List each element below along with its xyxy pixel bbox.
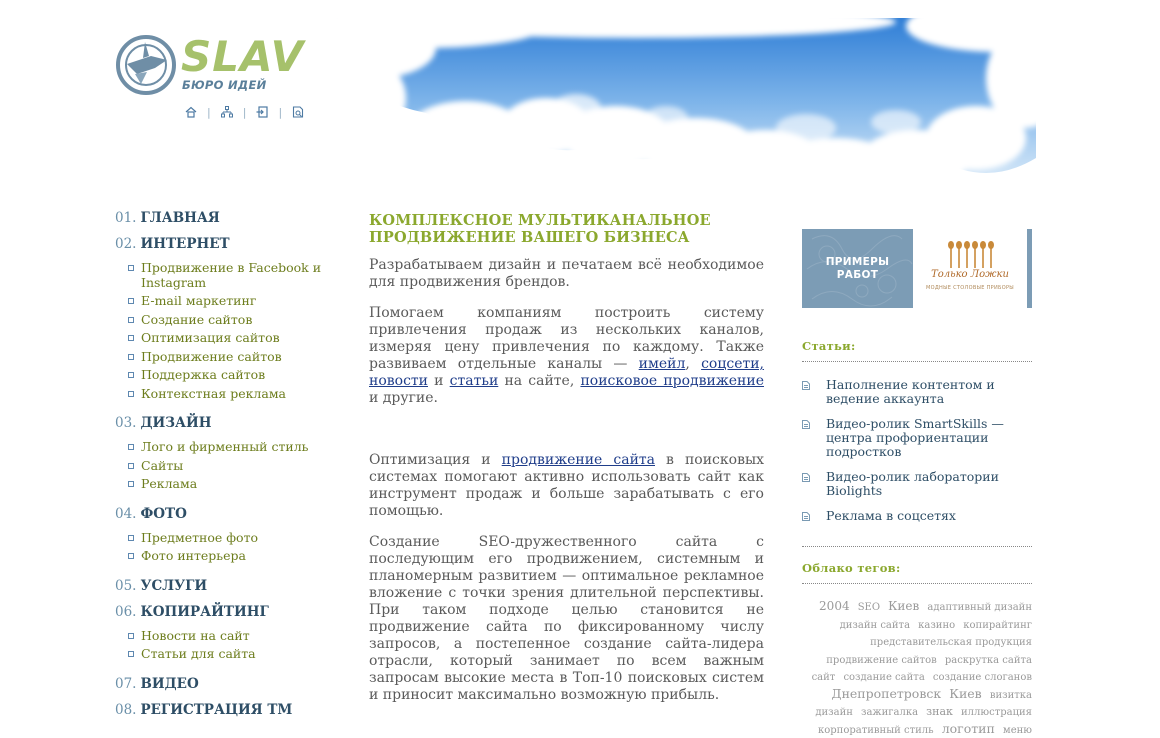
article-item[interactable] [802,417,1032,459]
nav-item-label: Фото интерьера [141,548,246,563]
nav-section [115,676,330,693]
tag-link[interactable]: SEO [857,602,881,613]
nav-section-title: ВИДЕО [140,675,199,692]
square-bullet-icon [128,481,134,487]
nav-section-title: КОПИРАЙТИНГ [140,603,269,620]
nav-section [115,210,330,227]
square-bullet-icon [128,372,134,378]
nav-item-label: Новости на сайт [141,627,250,643]
article-title: Наполнение контентом и ведение аккаунта [826,377,995,406]
seo-link[interactable]: поисковое продвижение [580,373,764,389]
square-bullet-icon [128,298,134,304]
tag-link[interactable]: зажигалка [861,707,919,718]
main-content [369,212,764,718]
square-bullet-icon [128,463,134,469]
tags-heading: Облако тегов: [802,561,1032,584]
brand-name: Только Ложки [931,269,1009,280]
nav-item-label: Статьи для сайта [141,646,256,661]
tag-link[interactable]: иллюстрация [961,707,1032,718]
home-icon[interactable] [184,105,198,119]
article-title: Видео-ролик лаборатории Biolights [826,469,999,498]
portfolio-banner[interactable] [802,229,1032,308]
square-bullet-icon [128,633,134,639]
tag-link[interactable]: логотип [941,720,995,736]
nav-sublist [115,531,330,564]
onsite-text: на сайте, [504,373,575,389]
nav-item[interactable] [115,368,330,383]
square-bullet-icon [128,354,134,360]
articles-list [802,378,1032,547]
channels-text: Помогаем компаниям построить систему привлечения продаж из нескольких каналов, измеряя цену привлечения по каждому. Также развиваем отдельные каналы — [369,305,764,372]
nav-section [115,604,330,662]
nav-item-label: Продвижение сайтов [141,348,282,364]
email-link[interactable]: имейл [638,356,686,372]
tag-link[interactable]: знак [926,705,953,718]
square-bullet-icon [128,444,134,450]
right-column [802,229,1032,738]
document-icon [802,512,810,521]
nav-item[interactable] [115,549,330,564]
tag-link[interactable]: создание сайта [843,672,925,683]
nav-item-label: Создание сайтов [141,311,253,327]
article-title: Видео-ролик SmartSkills — центра профориентации подростков [826,416,1004,459]
works-label: ПРИМЕРЫ РАБОТ [825,255,890,281]
nav-section-number: 08. [115,701,137,718]
nav-section-number: 02. [115,236,137,252]
social-news-link[interactable]: соцсети, новости [369,356,765,389]
nav-item-label: Оптимизация сайтов [141,330,280,345]
and-text: и [434,373,444,389]
square-bullet-icon [128,317,134,323]
separator: | [207,105,211,119]
tag-link[interactable]: адаптивный дизайн [927,602,1032,613]
tag-link[interactable]: продвижение сайтов [826,654,937,666]
square-bullet-icon [128,651,134,657]
nav-item[interactable] [115,629,330,644]
clouds-banner [336,18,1036,188]
nav-section-heading[interactable] [115,236,330,253]
nav-item[interactable] [115,331,330,346]
tag-link[interactable]: сайт [811,672,836,683]
logo-word: SLAV [181,32,305,81]
login-icon[interactable] [255,105,269,119]
nav-section-title: ДИЗАЙН [140,415,212,431]
tag-link[interactable]: меню [1002,724,1032,736]
document-icon [802,381,810,390]
nav-section-title: УСЛУГИ [140,577,208,594]
nav-item[interactable] [115,350,330,365]
tag-link[interactable]: Киев [949,685,982,701]
nav-item-label: Лого и фирменный стиль [141,439,309,454]
logo-subtitle: БЮРО ИДЕЙ [182,78,267,92]
works-banner[interactable] [802,229,913,308]
nav-section [115,415,330,492]
tag-link[interactable]: Днепропетровск [831,685,942,701]
channels-paragraph [369,305,764,407]
nav-item[interactable] [115,647,330,662]
others-text: и другие. [369,390,439,406]
nav-section-heading[interactable] [115,578,330,595]
nav-section-title: РЕГИСТРАЦИЯ ТМ [140,701,293,718]
tag-link[interactable]: дизайн сайта [839,619,911,631]
nav-section-heading[interactable] [115,506,330,523]
nav-item[interactable] [115,459,330,474]
nav-sublist [115,261,330,401]
article-item[interactable] [802,470,1032,498]
tag-link[interactable]: копирайтинг [963,619,1032,631]
nav-section-number: 03. [115,415,137,431]
article-item[interactable] [802,509,1032,523]
nav-item[interactable] [115,531,330,546]
nav-item-label: Контекстная реклама [141,385,286,401]
nav-item-label: Реклама [141,476,198,491]
tag-link[interactable]: раскрутка сайта [944,654,1032,666]
tag-link[interactable]: казино [918,619,956,631]
nav-section [115,236,330,401]
nav-section-heading[interactable] [115,415,330,432]
nav-item-label: Сайты [141,457,184,473]
nav-section [115,702,330,719]
nav-section-title: ФОТО [140,505,187,522]
square-bullet-icon [128,265,134,271]
nav-section-title: ГЛАВНАЯ [140,210,220,226]
tag-link[interactable]: визитка [989,689,1032,701]
header-icons [184,104,305,120]
square-bullet-icon [128,553,134,559]
nav-section-number: 06. [115,603,137,620]
nav-item-label: Продвижение в Facebook и Instagram [141,260,322,290]
nav-section-title: ИНТЕРНЕТ [140,236,230,252]
comma-text: , [685,356,690,372]
square-bullet-icon [128,535,134,541]
tag-link[interactable]: 2004 [819,599,850,613]
tag-cloud [802,598,1032,738]
logo[interactable] [115,34,315,98]
intro-paragraph: Разрабатываем дизайн и печатаем всё необходимое для продвижения брендов. [369,257,764,290]
nav-section-number: 04. [115,505,137,522]
document-icon [802,420,810,429]
spacer [369,421,764,452]
nav-sublist [115,440,330,492]
tag-link[interactable]: представительская продукция [870,637,1032,648]
separator: | [242,105,247,119]
tag-link[interactable]: Киев [888,599,920,613]
nav-item[interactable] [115,294,330,309]
tag-link[interactable]: дизайн [815,707,853,718]
logo-emblem-icon [115,34,177,96]
site-promotion-link[interactable]: продвижение сайта [501,452,655,468]
article-item[interactable] [802,378,1032,406]
optimization-text-end: в поисковых системах помогают активно использовать сайт как инструмент продаж и больше зарабатывать с его помощью. [369,452,764,519]
main-nav [115,210,330,728]
nav-section-number: 07. [115,675,137,692]
seo-paragraph: Создание SEO-дружественного сайта с последующим его продвижением, системным и планомерным развитием — оптимальное рекламное вложение с точки зрения длительной перспективы. При таком подходе целью становится не продвижение сайта по фиксированному числу запросов, а постепенное создание сайта-лидера отрасли, который занимает по всем важным запросам высокие места в Топ-10 поисковых систем и приносит максимально возможную прибыль. [369,534,764,703]
tag-link[interactable]: корпоративный стиль [817,724,934,736]
search-icon[interactable] [291,105,305,119]
square-bullet-icon [128,391,134,397]
separator: | [278,105,283,119]
nav-item-label: E-mail маркетинг [141,293,257,308]
nav-section-heading[interactable] [115,604,330,621]
nav-section-heading[interactable] [115,702,330,719]
optimization-text: Оптимизация и [369,452,491,468]
nav-section [115,506,330,564]
nav-section-number: 05. [115,577,137,594]
document-icon [802,473,810,482]
nav-sublist [115,629,330,662]
nav-item[interactable] [115,440,330,455]
nav-item-label: Предметное фото [141,529,259,545]
nav-item[interactable] [115,477,330,492]
articles-link[interactable]: статьи [449,373,499,389]
brand-banner[interactable] [913,229,1027,308]
nav-section [115,578,330,595]
tag-link[interactable]: создание слоганов [932,672,1032,683]
sitemap-icon[interactable] [220,105,234,119]
nav-item-label: Поддержка сайтов [141,367,266,382]
nav-section-heading[interactable] [115,676,330,693]
nav-item[interactable] [115,313,330,328]
article-title: Реклама в соцсетях [826,508,956,523]
nav-section-number: 01. [115,210,137,226]
brand-tagline: МОДНЫЕ СТОЛОВЫЕ ПРИБОРЫ [925,285,1015,291]
optimization-paragraph [369,452,764,520]
square-bullet-icon [128,335,134,341]
banner-edge [1027,229,1032,308]
nav-item[interactable] [115,387,330,402]
nav-section-heading[interactable] [115,210,330,227]
page-title: КОМПЛЕКСНОЕ МУЛЬТИКАНАЛЬНОЕ ПРОДВИЖЕНИЕ ВАШЕГО БИЗНЕСА [369,212,711,246]
articles-heading: Статьи: [802,339,1032,362]
nav-item[interactable] [115,261,330,290]
